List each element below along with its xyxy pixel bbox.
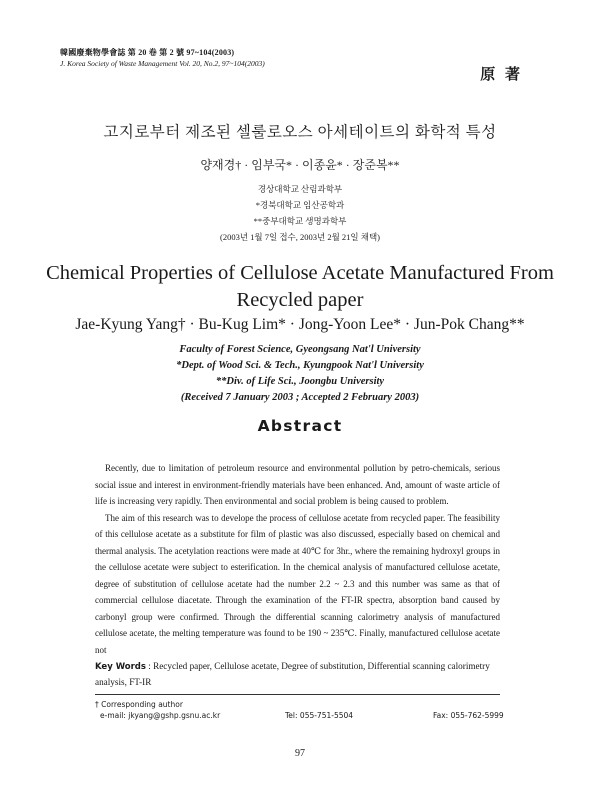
english-received-dates: (Received 7 January 2003 ; Accepted 2 February 2003): [180, 392, 420, 403]
footnote-corresponding-author: † Corresponding author: [95, 700, 183, 709]
footnote-fax: Fax: 055-762-5999: [433, 711, 504, 720]
footnote-divider: [95, 694, 500, 695]
keywords-text: : Recycled paper, Cellulose acetate, Degree of substitution, Differential scanning calorimetry analysis, FT-IR: [95, 661, 490, 687]
footnote-email: e-mail: jkyang@gshp.gsnu.ac.kr: [100, 711, 221, 720]
keywords-label: Key Words: [95, 662, 146, 672]
korean-authors: 양재경† · 임부국* · 이종윤* · 장준복**: [200, 158, 400, 172]
abstract-paragraph-2: The aim of this research was to develope the process of cellulose acetate from recycled paper. The feasibility of this cellulose acetate as a substitute for film of plastic was also discussed, especially based on chemical and thermal analysis. The acetylation reactions were made at 40℃ for 3hr., where the remaining hydroxyl groups in the cellulose acetate were subject to esterification. In the chemical analysis of manufactured cellulose acetate, degree of substitution of cellulose acetate had the number 2.2 ~ 2.3 and this number was same as that of commercial cellulose diacetate. Through the examination of the FT-IR spectra, absorption band caused by carbonyl group were confirmed. Through the differential scanning calorimetry analysis of manufactured cellulose acetate, the melting temperature was found to be 190 ~ 235℃. Finally, manufactured cellulose acetate not: [95, 512, 500, 655]
english-authors: Jae-Kyung Yang† · Bu-Kug Lim* · Jong-Yoon Lee* · Jun-Pok Chang**: [75, 316, 525, 333]
english-title: Chemical Properties of Cellulose Acetate Manufactured From Recycled paper: [46, 262, 554, 311]
page-number: 97: [295, 748, 305, 759]
keywords: [95, 659, 500, 690]
korean-title: 고지로부터 제조된 셀룰로오스 아세테이트의 화학적 특성: [103, 124, 497, 141]
abstract-heading: Abstract: [257, 417, 343, 435]
article-type-badge: 原 著: [480, 67, 523, 83]
journal-header-korean: 韓國廢棄物學會誌 第 20 卷 第 2 號 97~104(2003): [60, 48, 235, 57]
abstract-paragraph-1: Recently, due to limitation of petroleum resource and environmental pollution by petro-chemicals, serious social issue and interest in environment-friendly materials have been enhanced. And, amount of waste article of life is increasing very rapidly. Then environmental and social problem is being caused to problem.: [95, 463, 500, 506]
footnote-tel: Tel: 055-751-5504: [285, 711, 354, 720]
journal-header-english: J. Korea Society of Waste Management Vol. 20, No.2, 97~104(2003): [60, 59, 265, 68]
english-affiliation-3: **Div. of Life Sci., Joongbu University: [215, 376, 385, 387]
korean-affiliation-3: **중부대학교 생명과학부: [253, 216, 347, 226]
english-affiliation-2: *Dept. of Wood Sci. & Tech., Kyungpook Nat'l University: [176, 360, 424, 371]
korean-affiliation-2: *경북대학교 임산공학과: [255, 200, 345, 210]
korean-affiliation-1: 경상대학교 산림과학부: [257, 184, 343, 194]
abstract-body: [95, 460, 500, 658]
english-affiliation-1: Faculty of Forest Science, Gyeongsang Nat'l University: [179, 344, 421, 355]
korean-received-dates: (2003년 1월 7일 접수, 2003년 2월 21일 채택): [219, 232, 381, 242]
